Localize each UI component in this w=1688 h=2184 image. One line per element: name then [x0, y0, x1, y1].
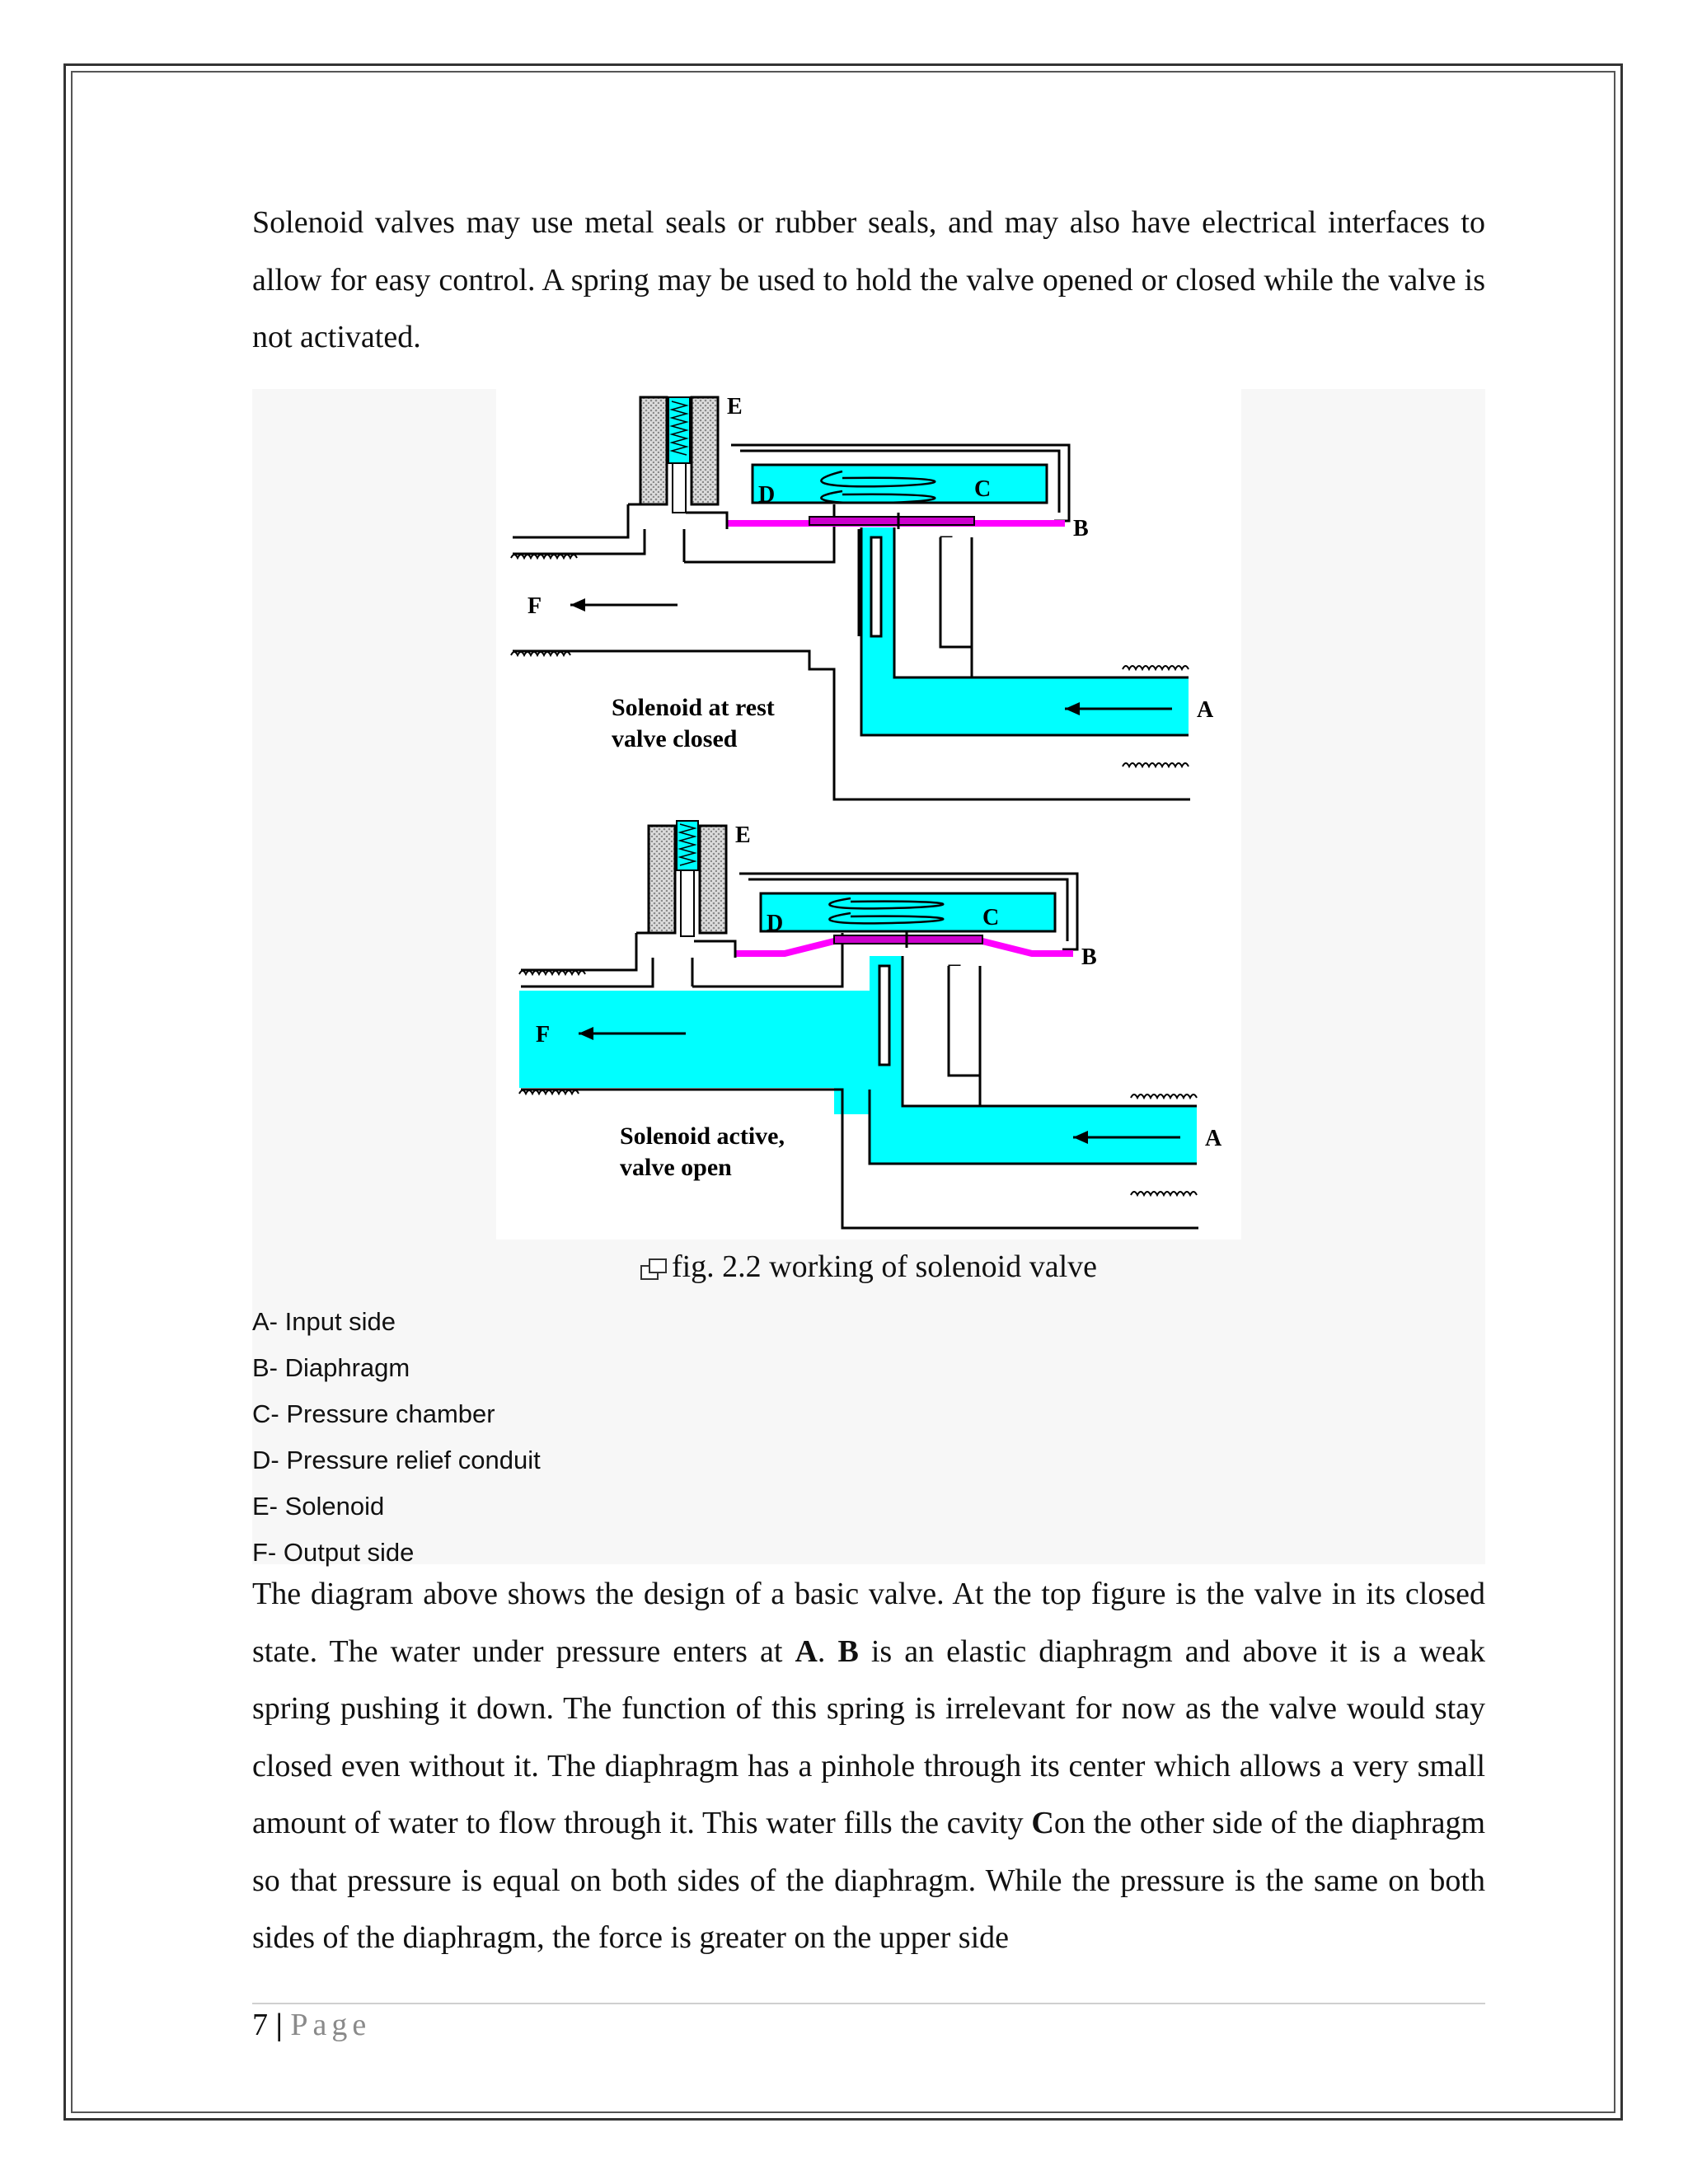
diagram-top-caption-line2: valve closed — [612, 725, 738, 752]
legend-item-a: A- Input side — [252, 1307, 396, 1336]
pressure-chamber-bottom — [761, 893, 1055, 931]
solenoid-coil-right-top — [692, 397, 718, 504]
body-bold-c: C — [1031, 1806, 1054, 1840]
inlet-fluid-top — [861, 527, 1189, 735]
caption-anchor-icon — [640, 1258, 668, 1278]
label-f-bottom: F — [536, 1022, 551, 1047]
body-text-run: on the other side of the diaphragm so that pressure is equal on both sides of the diaphragm. While the pressure is the same on both sides of the diaphragm, the force is greater on the upper side — [252, 1806, 1485, 1955]
inlet-fluid-bottom — [870, 956, 1197, 1164]
page-label: Page — [290, 2008, 372, 2042]
legend-item-d: D- Pressure relief conduit — [252, 1446, 541, 1474]
body-bold-b: B — [837, 1633, 859, 1669]
diagram-bottom-caption-line2: valve open — [620, 1154, 732, 1181]
outlet-fluid-bottom — [519, 991, 849, 1088]
label-a-bottom: A — [1205, 1126, 1222, 1151]
solenoid-coil-left-top — [640, 397, 667, 504]
label-c-bottom: C — [982, 905, 1000, 930]
label-f-top: F — [528, 593, 542, 619]
body-text-run: is an elastic diaphragm and above it is a weak spring pushing it down. The function of this spring is irrelevant for now as the valve would stay closed even without it. The diaphragm has a pinhole through its center which allows a very small amount of water to flow through it. This water fills the cavity — [252, 1633, 1486, 1840]
legend-list — [252, 1299, 541, 1576]
legend-item-b: B- Diaphragm — [252, 1353, 410, 1382]
body-paragraph — [252, 1566, 1485, 1967]
legend-item-f: F- Output side — [252, 1538, 415, 1567]
label-d-top: D — [758, 482, 776, 508]
page-footer — [252, 2004, 371, 2046]
figure-panel — [252, 389, 1485, 1567]
solenoid-coil-left-bottom — [649, 826, 675, 933]
label-c-top: C — [974, 476, 992, 502]
label-d-bottom: D — [767, 911, 784, 936]
body-text-run: The diagram above shows the design of a basic valve. At the top figure is the valve in its closed state. The water under pressure enters at — [252, 1577, 1485, 1669]
body-text-run: . — [817, 1633, 838, 1669]
legend-item-c: C- Pressure chamber — [252, 1399, 495, 1428]
diagram-top-closed — [511, 389, 1214, 799]
pressure-chamber-top — [753, 465, 1047, 503]
intro-paragraph: Solenoid valves may use metal seals or rubber seals, and may also have electrical interfaces to allow for easy control. A spring may be used to hold the valve opened or closed while the valve is not activated. — [252, 205, 1485, 354]
label-e-top: E — [727, 394, 743, 419]
label-b-top: B — [1073, 516, 1089, 541]
body-bold-a: A — [795, 1633, 818, 1669]
figure-caption-text: fig. 2.2 working of solenoid valve — [671, 1249, 1098, 1284]
page-number: 7 — [252, 2008, 268, 2042]
figure-caption — [252, 1248, 1485, 1286]
legend-item-e: E- Solenoid — [252, 1492, 385, 1521]
label-a-top: A — [1197, 697, 1214, 723]
solenoid-coil-right-bottom — [700, 826, 726, 933]
label-e-bottom: E — [735, 823, 751, 848]
footer-separator: | — [275, 2008, 283, 2042]
diagram-bottom-open — [519, 821, 1222, 1228]
label-b-bottom: B — [1081, 944, 1097, 970]
diagram-top-caption-line1: Solenoid at rest — [612, 694, 775, 721]
diagram-bottom-caption-line1: Solenoid active, — [620, 1122, 785, 1150]
solenoid-valve-diagram — [496, 389, 1241, 1240]
footer-divider — [252, 2003, 1485, 2004]
